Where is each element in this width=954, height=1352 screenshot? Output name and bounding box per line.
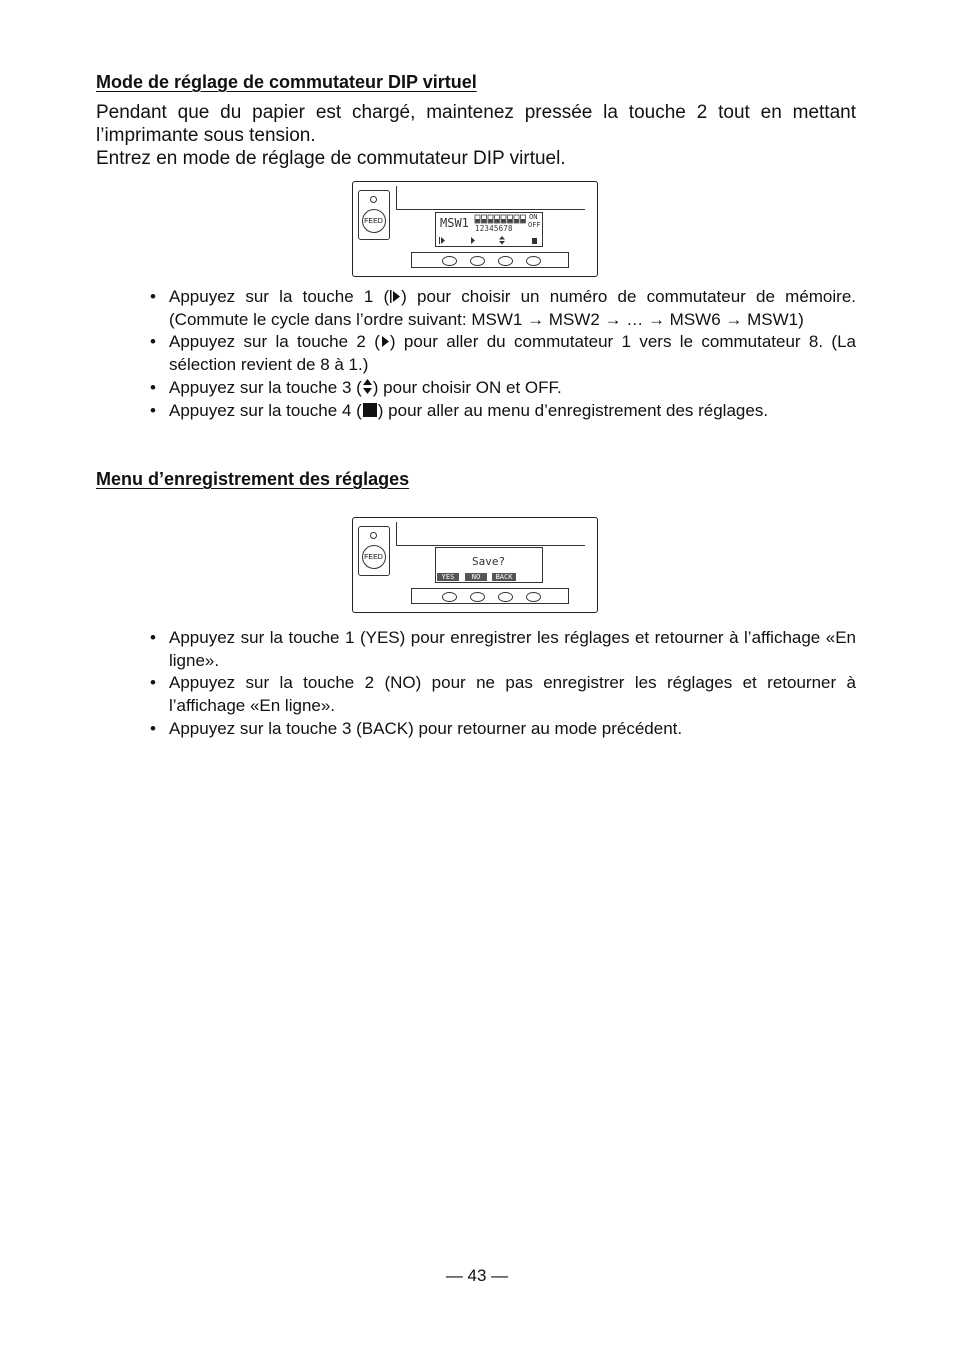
bullet-back: • Appuyez sur la touche 3 (BACK) pour retourner au mode précédent. [150,718,856,741]
display-housing [396,522,585,546]
key-4 [526,256,541,266]
softkey3-up-icon [499,236,505,240]
key-1 [442,592,457,602]
bullet-key1: • Appuyez sur la touche 1 ( ) pour choisir un numéro de commutateur de mémoire. (Commute le cycle dans l’ordre suivant: MSW1 → MSW2 → … → MSW6 → MSW1) [150,286,856,331]
intro-paragraph-2: Entrez en mode de réglage de commutateur DIP virtuel. [96,148,566,169]
key-1 [442,256,457,266]
feed-button: FEED [362,209,386,233]
printer-panel-diagram-msw [352,181,598,277]
softkey2-arrow-icon [471,237,475,244]
lcd-screen [435,547,543,583]
intro-paragraph-1: Pendant que du papier est chargé, maintenez pressée la touche 2 tout en mettant l’imprimante sous tension. [96,102,856,146]
key-4 [526,592,541,602]
power-led-icon [370,532,377,539]
bullet-key2: • Appuyez sur la touche 2 ( ) pour aller du commutateur 1 vers le commutateur 8. (La sélection revient de 8 à 1.) [150,331,856,376]
lcd-switch-numbers: 12345678 [475,224,513,233]
section1-bullets [150,286,856,422]
softkey1-arrow-icon [441,237,445,244]
section2-heading: Menu d’enregistrement des réglages [96,469,410,489]
square-icon [362,402,378,418]
display-housing [396,186,585,210]
softkey4-square-icon [532,238,537,244]
bullet-no: • Appuyez sur la touche 2 (NO) pour ne pas enregistrer les réglages et retourner à l’affichage «En ligne». [150,672,856,717]
up-down-arrow-icon [362,378,373,395]
arrow-right-icon [380,334,390,349]
softkey-yes: YES [437,573,459,581]
key-2 [470,256,485,266]
key-3 [498,256,513,266]
dip-switch-row-icon [474,214,528,224]
button-strip [411,252,569,268]
lcd-screen [435,212,543,247]
power-led-icon [370,196,377,203]
bar-arrow-right-icon [389,289,401,304]
printer-panel-diagram-save [352,517,598,613]
lcd-softkey-icons [438,235,542,246]
lcd-msw-label: MSW1 [440,216,469,230]
section2-bullets [150,627,856,741]
button-strip [411,588,569,604]
softkey1-bar-icon [439,237,440,244]
page-number: — 43 — [445,1266,509,1285]
bullet-key3: • Appuyez sur la touche 3 ( ) pour choisir ON et OFF. [150,377,856,400]
section1-intro [96,101,856,170]
key-2 [470,592,485,602]
softkey3-down-icon [499,241,505,245]
lcd-off-label: OFF [528,221,541,229]
feed-button: FEED [362,545,386,569]
softkey-no: NO [465,573,487,581]
softkey-back: BACK [492,573,516,581]
lcd-save-prompt: Save? [472,555,506,568]
section1-heading: Mode de réglage de commutateur DIP virtuel [96,72,477,92]
bullet-key4: • Appuyez sur la touche 4 ( ) pour aller au menu d’enregistrement des réglages. [150,400,856,423]
feed-panel [358,190,390,240]
key-3 [498,592,513,602]
bullet-yes: • Appuyez sur la touche 1 (YES) pour enregistrer les réglages et retourner à l’affichage «En ligne». [150,627,856,672]
lcd-on-label: ON [529,213,538,221]
feed-panel [358,526,390,576]
